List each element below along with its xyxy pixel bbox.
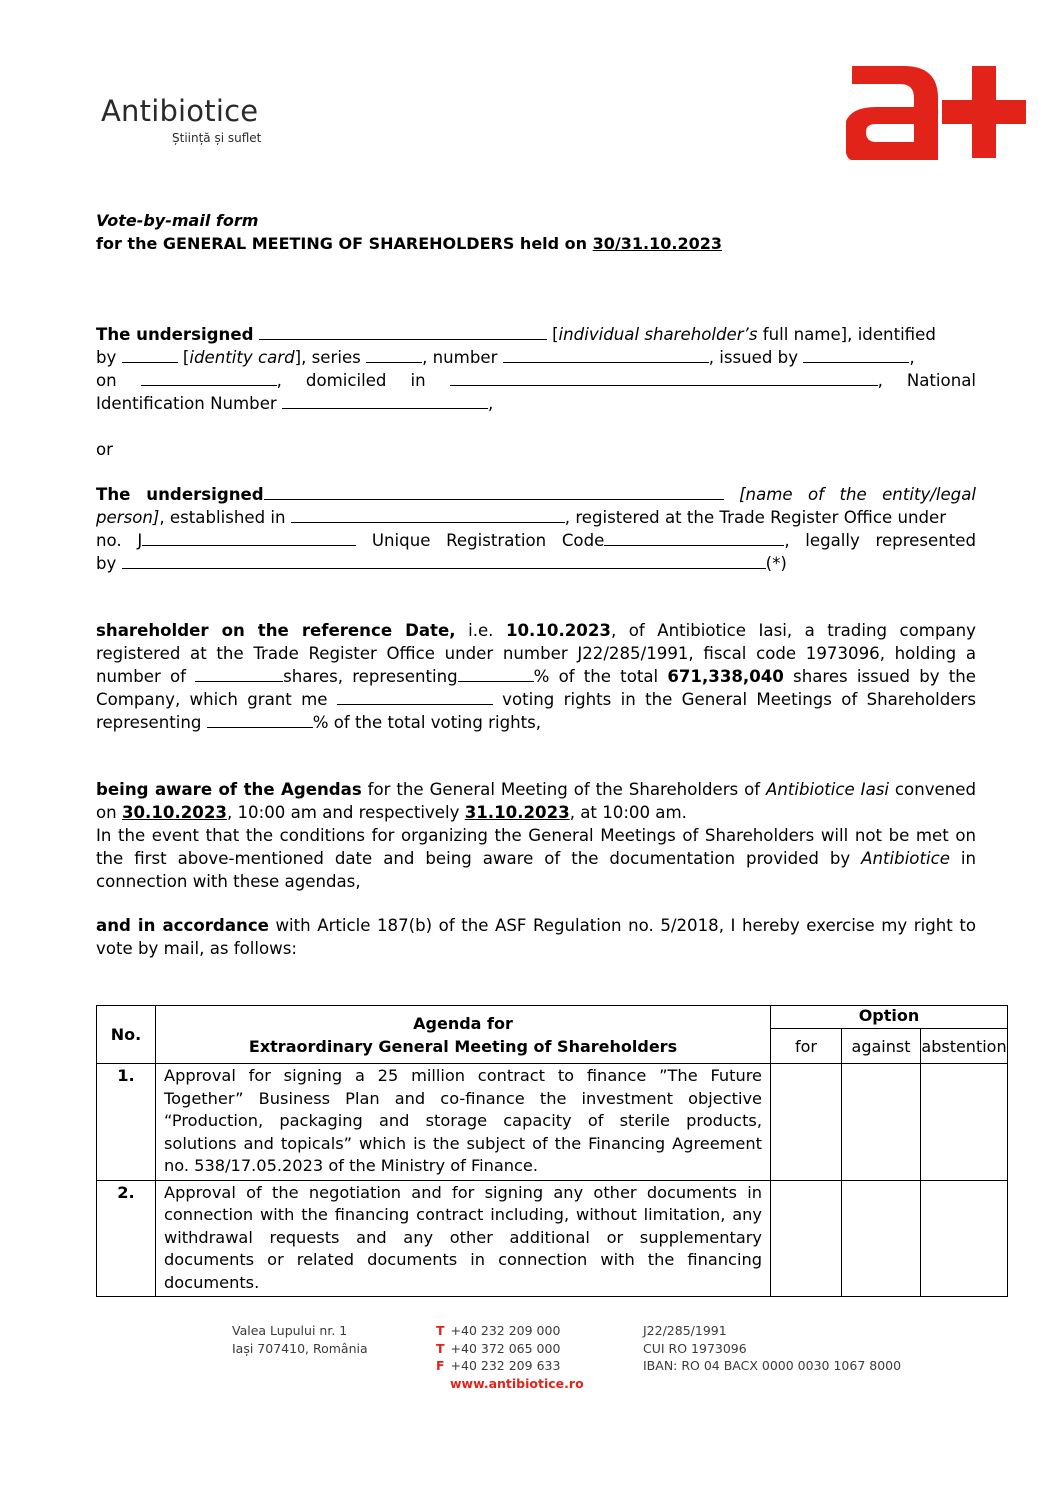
issue-date-field[interactable] [141, 370, 277, 386]
text: by [96, 554, 117, 573]
reference-date: 10.10.2023 [505, 621, 611, 640]
domicile-field[interactable] [450, 370, 878, 386]
vote-for-cell[interactable] [771, 1180, 842, 1297]
text: identity card [189, 348, 295, 367]
phone-icon: T [436, 1323, 445, 1338]
text: Agenda for [413, 1013, 513, 1033]
form-title: Vote-by-mail form [96, 211, 259, 230]
text: , issued by [708, 348, 799, 367]
fax-icon: F [436, 1358, 445, 1373]
vote-against-cell[interactable] [842, 1180, 921, 1297]
text: , [276, 371, 282, 390]
id-number-field[interactable] [503, 347, 709, 363]
issued-by-field[interactable] [803, 347, 909, 363]
text: , of Antibiotice Iasi, a trading company registered at the Trade Register Office under number J22/285/1991, fiscal code 1973096, holding a number of [96, 621, 976, 686]
or-separator: or [96, 440, 113, 459]
agenda-item-text: Approval of the negotiation and for signing any other documents in connection with the financing contract including, without limitation, any withdrawal requests and any other additional or supplementary documents or related documents in connection with the financing documents. [156, 1180, 771, 1297]
accordance-paragraph [96, 914, 976, 960]
trade-register-no-field[interactable] [142, 530, 356, 546]
text: National [906, 371, 976, 390]
text: Unique Registration Code [371, 531, 605, 550]
text: IBAN: RO 04 BACX 0000 0030 1067 8000 [643, 1358, 902, 1373]
text: for the General Meeting of the Shareholders of [361, 780, 767, 799]
text: domiciled [305, 371, 387, 390]
text: Extraordinary General Meeting of Shareholders [248, 1036, 678, 1056]
legal-representative-field[interactable] [122, 553, 766, 569]
text: % of the total [533, 667, 668, 686]
row-number: 1. [97, 1064, 156, 1181]
text: no. J [96, 531, 143, 550]
agenda-item-text: Approval for signing a 25 million contract to finance ”The Future Together” Business Plan and co-finance the investment objective “Production, packaging and storage capacity of sterile products, solutions and topicals” which is the subject of the Financing Agreement no. 538/17.05.2023 of the Ministry of Finance. [156, 1064, 771, 1181]
company-tagline: Știință și suflet [172, 131, 262, 145]
individual-shareholder-paragraph [96, 323, 976, 415]
column-no: No. [97, 1006, 156, 1064]
meeting-date: 30/31.10.2023 [592, 234, 722, 253]
text: ], series [294, 348, 361, 367]
text: CUI RO 1973096 [643, 1340, 747, 1356]
text: convened on [96, 780, 977, 822]
second-meeting-date: 31.10.2023 [464, 803, 570, 822]
total-shares: 671,338,040 [667, 667, 784, 686]
shareholding-paragraph [96, 619, 976, 734]
id-series-field[interactable] [366, 347, 422, 363]
line-on [96, 369, 976, 392]
text: [ [182, 348, 190, 367]
text: , number [422, 348, 498, 367]
text: shares issued by the Company, which grant me [96, 667, 976, 709]
text: , [877, 371, 883, 390]
text: +40 372 065 000 [450, 1340, 561, 1356]
column-against: against [842, 1029, 921, 1064]
table-row [97, 1064, 1008, 1181]
vote-abstention-cell[interactable] [921, 1064, 1008, 1181]
text: full name], identified [757, 325, 936, 344]
text: in connection with these agendas, [96, 849, 976, 891]
text: J22/285/1991 [643, 1323, 727, 1338]
registration-code-field[interactable] [604, 530, 784, 546]
column-abstention: abstention [921, 1029, 1008, 1064]
footer-address [232, 1322, 368, 1357]
shares-percent-field[interactable] [458, 666, 534, 682]
line-legal-1 [96, 483, 976, 506]
full-name-field[interactable] [259, 324, 547, 340]
text: on [96, 371, 117, 390]
text: i.e. [455, 621, 506, 640]
voting-rights-field[interactable] [337, 689, 493, 705]
text: In the event that the conditions for organizing the General Meetings of Shareholders will not be met on the first above-mentioned date and being aware of the documentation provided by [96, 826, 976, 868]
table-row [97, 1180, 1008, 1297]
text: Identification Number [96, 394, 277, 413]
text: shares, representing [283, 667, 458, 686]
column-agenda [156, 1006, 771, 1064]
legal-person-paragraph [96, 483, 976, 575]
text: Iași 707410, România [232, 1340, 368, 1356]
shares-number-field[interactable] [195, 666, 283, 682]
footer-registration [643, 1322, 901, 1375]
text: voting rights in the General Meetings of Shareholders representing [96, 690, 977, 732]
form-subtitle [96, 234, 722, 253]
subtitle-text: for the GENERAL MEETING OF SHAREHOLDERS held on [96, 234, 593, 253]
phone-icon: T [436, 1340, 445, 1356]
id-type-field[interactable] [122, 347, 178, 363]
vote-against-cell[interactable] [842, 1064, 921, 1181]
text: [name of the entity/legal [739, 485, 976, 504]
text: , registered at the Trade Register Office under [564, 508, 947, 527]
text: +40 232 209 633 [450, 1358, 561, 1373]
text: Antibiotice [861, 849, 950, 868]
text: +40 232 209 000 [450, 1323, 561, 1338]
text: and in accordance [96, 916, 269, 935]
text: by [96, 348, 117, 367]
text: , established in [159, 508, 286, 527]
footer-contact [436, 1322, 584, 1392]
agenda-awareness-paragraph [96, 778, 976, 893]
text: person] [96, 508, 160, 527]
agenda-table [96, 1005, 1008, 1297]
company-logo-text: Antibiotice [101, 94, 259, 128]
text: (*) [765, 554, 787, 573]
text: Antibiotice Iasi [766, 780, 889, 799]
text: being aware of the Agendas [96, 780, 362, 799]
text: with Article 187(b) of the ASF Regulation no. 5/2018, I hereby exercise my right to vote by mail, as follows: [96, 916, 976, 958]
entity-name-field[interactable] [264, 484, 724, 500]
text: [ [552, 325, 559, 344]
text: , at 10:00 am. [569, 803, 687, 822]
text: , legally represented [784, 531, 976, 550]
text: individual shareholder’s [558, 325, 758, 344]
text: shareholder on the reference Date, [96, 621, 456, 640]
website-link[interactable]: www.antibiotice.ro [450, 1375, 584, 1391]
text: , [488, 394, 494, 413]
vote-for-cell[interactable] [771, 1064, 842, 1181]
line-legal-3 [96, 529, 976, 552]
column-for: for [771, 1029, 842, 1064]
first-meeting-date: 30.10.2023 [121, 803, 227, 822]
text: , 10:00 am and respectively [226, 803, 465, 822]
text: Valea Lupului nr. 1 [232, 1323, 348, 1338]
vote-abstention-cell[interactable] [921, 1180, 1008, 1297]
text: , [909, 348, 915, 367]
undersigned-label: The undersigned [96, 485, 264, 504]
column-option: Option [771, 1006, 1008, 1029]
text: % of the total voting rights, [312, 713, 542, 732]
brand-logo-mark [846, 62, 1026, 162]
text: in [410, 371, 426, 390]
row-number: 2. [97, 1180, 156, 1297]
national-id-field[interactable] [282, 393, 488, 409]
established-in-field[interactable] [291, 507, 565, 523]
undersigned-label: The undersigned [96, 325, 254, 344]
voting-percent-field[interactable] [207, 712, 313, 728]
